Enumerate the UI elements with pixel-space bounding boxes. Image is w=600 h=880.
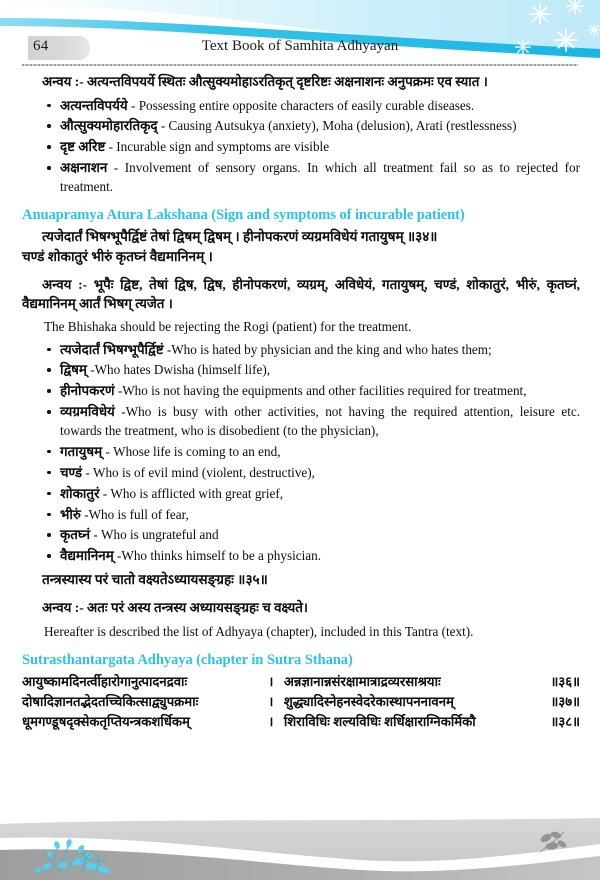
list-item: [22, 96, 580, 116]
term-label: कृतघ्नं: [60, 527, 91, 543]
term-gloss: -Who thinks himself to be a physician.: [117, 548, 322, 564]
list-item: [22, 546, 580, 566]
page-number: 64: [33, 38, 49, 54]
term-label: शोकातुरं: [60, 485, 100, 501]
table-row: [22, 712, 580, 732]
table-row: [22, 692, 580, 712]
danda-separator: ।: [268, 673, 274, 689]
list-item: [22, 116, 580, 136]
term-gloss: - Causing Autsukya (anxiety), Moha (delusion), Arati (restlessness): [160, 118, 517, 134]
anvaya-paragraph-2: अन्वय :- भूपैः द्विष्ट, तेषां द्विष, द्विष, हीनोपकरणं, व्यग्रम्, अविधेयं, गतायुषम्, चण्डं, शोकातुरं, भीरुं, कृतघ्नं, वैद्यमानिनम् आर्तं भिषग् त्यजेत ।: [22, 276, 580, 312]
bullet-list-2: [22, 340, 580, 567]
term-gloss: -Who hates Dwisha (himself life),: [90, 362, 271, 378]
section-heading-anuapramya: Anuapramya Atura Lakshana (Sign and symptoms of incurable patient): [22, 206, 465, 223]
list-item: [22, 484, 580, 504]
verse-table: [22, 672, 580, 732]
verse-left-half: आयुष्कामदिनर्त्वीहारोगानुत्पादनद्रवाः: [22, 673, 188, 689]
term-label: औत्सुक्यमोहारतिकृद्: [60, 118, 158, 134]
list-item: [22, 463, 580, 483]
term-gloss: - Incurable sign and symptoms are visible: [108, 139, 330, 155]
list-item: [22, 381, 580, 401]
list-item: [22, 158, 580, 197]
danda-separator: ।: [268, 714, 274, 730]
term-label: गतायुषम्: [60, 443, 103, 459]
term-label: व्यग्रमविधेयं: [60, 404, 115, 420]
header-wave-graphic: [0, 0, 600, 68]
list-item: [22, 505, 580, 525]
verse-34-line-2: चण्डं शोकातुरं भीरुं कृतघ्नं वैद्यमानिनम् ।: [22, 249, 213, 265]
term-label: द्विषम्: [60, 362, 87, 378]
term-gloss: - Possessing entire opposite characters of easily curable diseases.: [131, 97, 475, 113]
verse-right-half: शिराविधिः शल्यविधिः शर्धिक्षाराग्निकर्मिकौ: [283, 714, 476, 730]
term-label: भीरुं: [60, 506, 81, 522]
list-item: [22, 442, 580, 462]
term-label: त्यजेदार्तं भिषग्भूपैर्द्विष्टं: [60, 341, 164, 357]
term-label: दृष्ट अरिष्ट: [60, 139, 106, 155]
term-gloss: -Who is full of fear,: [84, 506, 189, 522]
verse-left-half: दोषादिज्ञानतद्भेदतच्चिकित्साद्व्युपक्रमाः: [22, 693, 199, 709]
footer-wave-graphic: [0, 818, 600, 880]
verse-right-half: शुद्ध्यादिस्नेहनस्वेदरेकास्थापननावनम्: [283, 693, 454, 709]
list-item: [22, 340, 580, 360]
term-gloss: - Whose life is coming to an end,: [105, 443, 281, 459]
term-label: हीनोपकरणं: [60, 383, 115, 399]
header-ornament: [0, 0, 600, 68]
table-row: [22, 672, 580, 692]
term-gloss: - Involvement of sensory organs. In which all treatment fail so as to rejected for treatment.: [60, 160, 581, 195]
verse-right-half: अन्नज्ञानान्नसंरक्षामात्राद्रव्यरसाश्रयाः: [283, 673, 441, 689]
verse-34-line-1: त्यजेदार्तं भिषग्भूपैर्द्विष्टं तेषां द्विषम् द्विषम् । हीनोपकरणं व्यग्रमविधेयं गतायुषम् ॥३४॥: [42, 228, 438, 244]
verse-left-half: धूमगण्डूषदृक्सेकतृप्तियन्त्रकशर्धिकम्: [22, 714, 190, 730]
term-gloss: -Who is hated by physician and the king and who hates them;: [166, 341, 492, 357]
danda-separator: ।: [268, 693, 274, 709]
list-item: [22, 137, 580, 157]
term-label: अक्षनाशन: [60, 160, 108, 176]
page-content: [22, 72, 580, 824]
verse-number: ॥३८॥: [550, 714, 580, 730]
anvaya-paragraph-3: अन्वय :- अतः परं अस्य तन्त्रस्य अध्यायसङ्ग्रहः च वक्ष्यते।: [42, 599, 308, 615]
list-item: [22, 402, 580, 441]
term-gloss: - Who is ungrateful and: [93, 527, 219, 543]
list-item: [22, 525, 580, 545]
term-gloss: - Who is of evil mind (violent, destructive),: [85, 464, 315, 480]
term-label: चण्डं: [60, 464, 83, 480]
intro-paragraph-3: Hereafter is described the list of Adhyaya (chapter), included in this Tantra (text).: [44, 624, 474, 640]
anvaya-paragraph-1: अन्वय :- अत्यन्तविपयर्ये स्थितः औत्सुक्यमोहाऽरतिकृत् दृष्टरिष्टः अक्षनाशनः अनुपक्रमः एव स्यात ।: [42, 74, 488, 89]
intro-paragraph-2: The Bhishaka should be rejecting the Rogi (patient) for the treatment.: [44, 318, 412, 334]
verse-number: ॥३६॥: [550, 673, 580, 689]
running-head-title: Text Book of Samhita Adhyayan: [201, 38, 399, 54]
term-label: वैद्यमानिनम्: [60, 548, 114, 564]
term-label: अत्यन्तविपर्यये: [60, 97, 128, 113]
section-heading-sutrasthantargata: Sutrasthantargata Adhyaya (chapter in Sutra Sthana): [22, 651, 353, 668]
verse-number: ॥३७॥: [550, 693, 580, 709]
bullet-list-1: [22, 96, 580, 197]
header-divider: [22, 64, 578, 66]
term-gloss: - Who is afflicted with great grief,: [102, 485, 284, 501]
term-gloss: -Who is not having the equipments and other facilities required for treatment,: [117, 383, 527, 399]
footer-ornament: [0, 818, 600, 880]
list-item: [22, 360, 580, 380]
term-gloss: -Who is busy with other activities, not having the required attention, leisure etc. towards the treatment, who is disobedient (to the physician),: [60, 404, 581, 439]
verse-35: तन्त्रस्यास्य परं चातो वक्ष्यतेऽध्यायसङ्ग्रहः ॥३५॥: [42, 572, 268, 588]
